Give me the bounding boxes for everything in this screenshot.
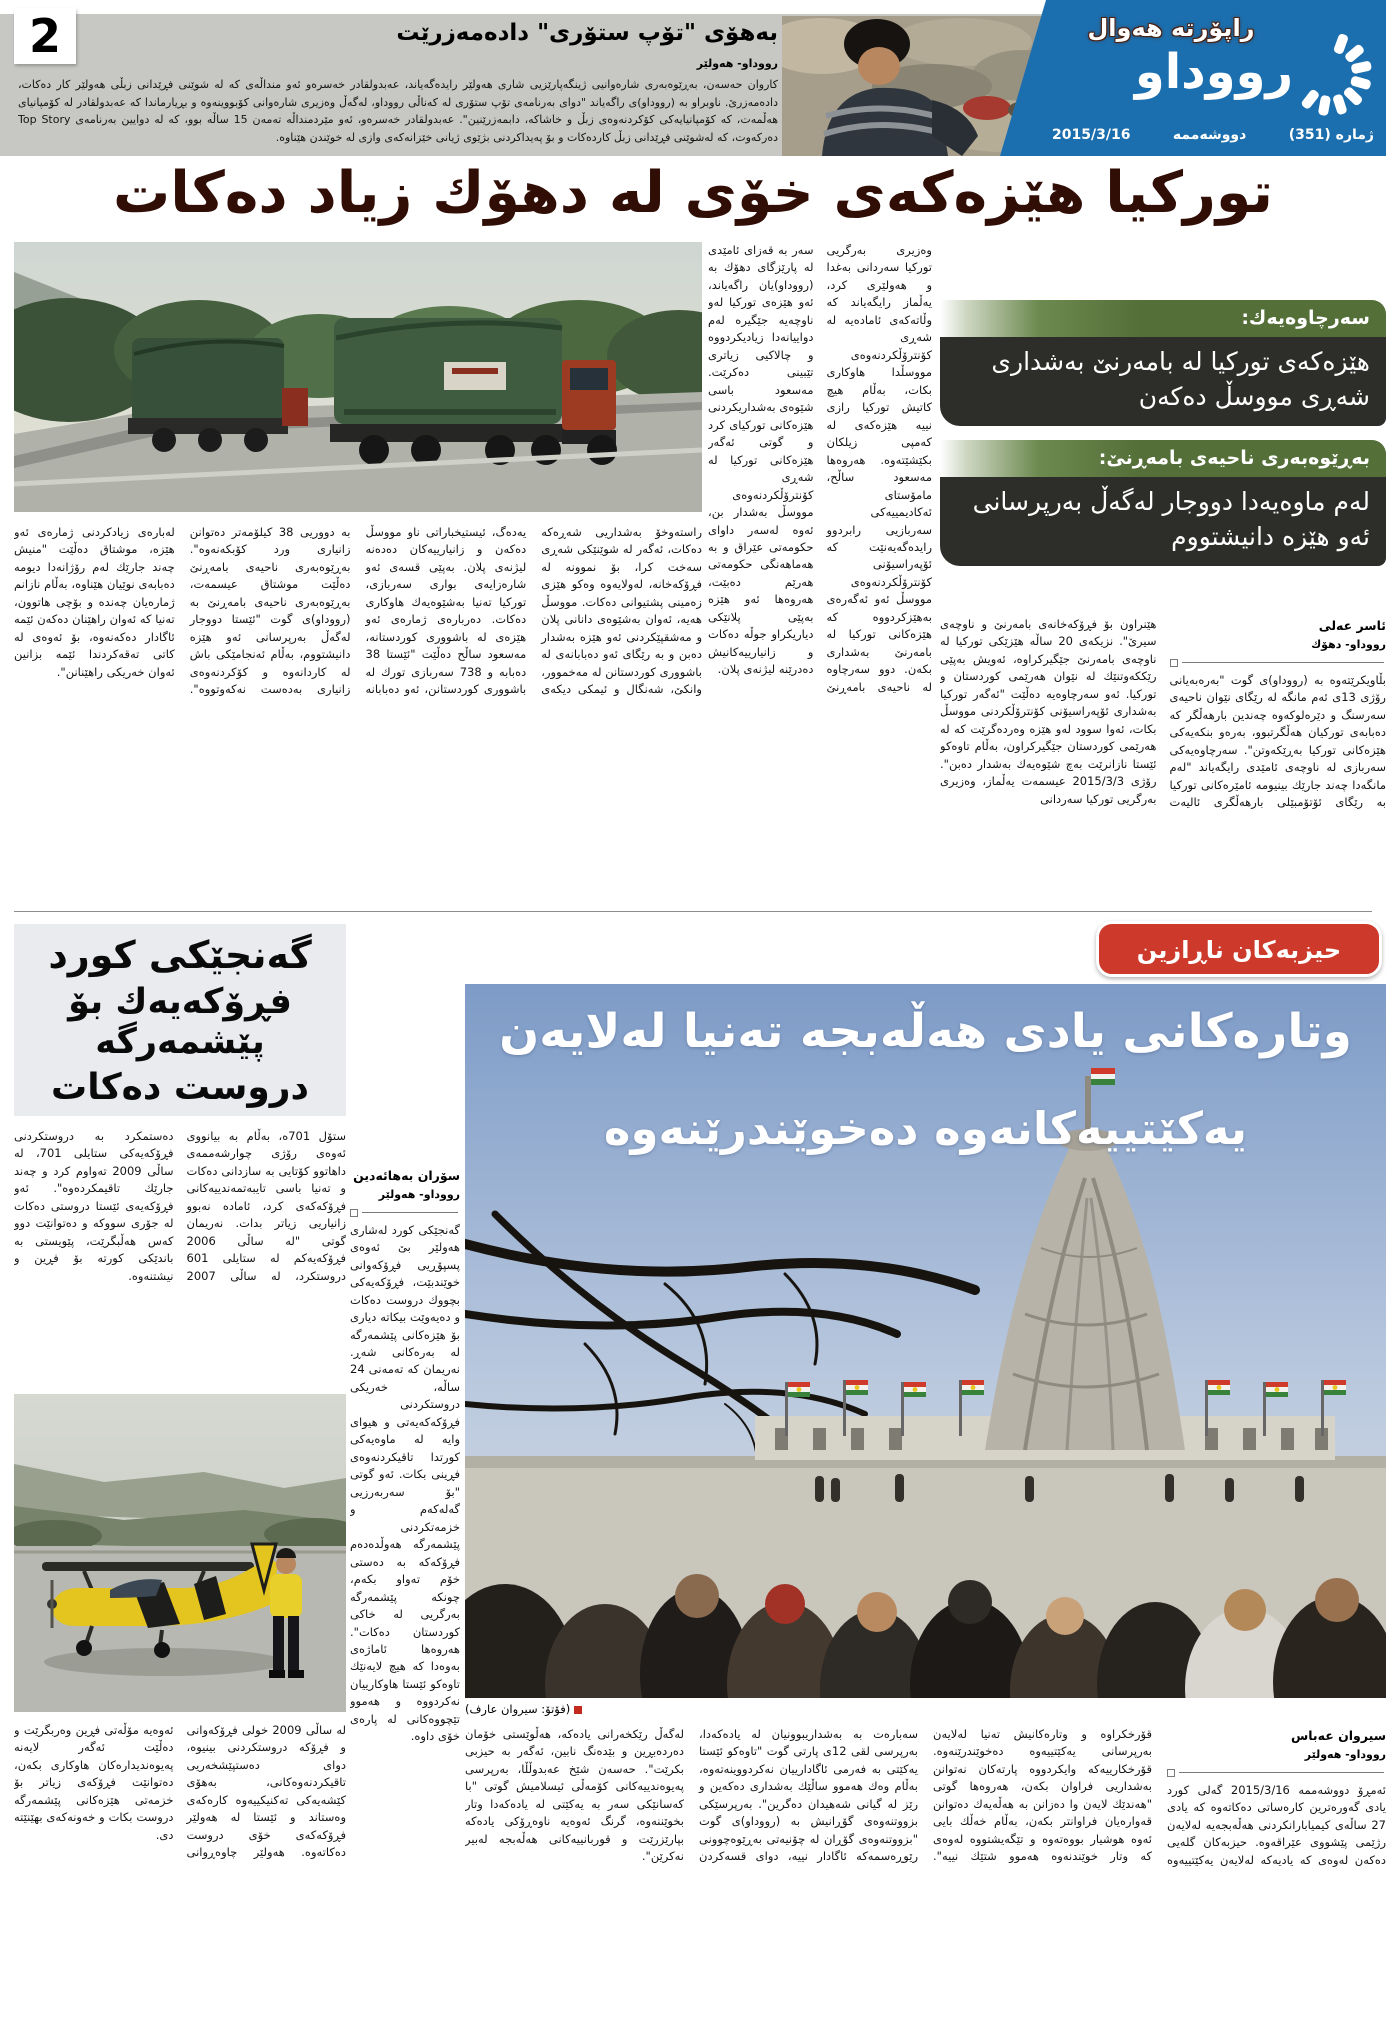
article-plane-column-text: گه‌نجێكی كورد له‌شاری هه‌ولێر بێ ئه‌وه‌ی پسپۆڕیی فڕۆكه‌وانی خوێندبێت، فڕۆكه‌یه‌كی بچووك دروست ده‌كات و ده‌یه‌وێت بیكاته‌ دیاری بۆ هێزه‌كانی پێشمه‌رگه‌ له‌ به‌ره‌كانی شه‌ڕ. نه‌ریمان كه‌ ته‌مه‌نی 24 ساڵه‌، خه‌ریكی دروستكردنی فڕۆكه‌كه‌یه‌تی و هیوای وایه‌ له‌ ماوه‌یه‌كی كورتدا تاقیكردنه‌وه‌ی فڕینی بكات. ئه‌و گوتی "بۆ سه‌ربه‌رزیی گه‌له‌كه‌م و خزمه‌تكردنی پێشمه‌رگه‌ هه‌وڵده‌ده‌م فڕۆكه‌كه‌ به‌ ده‌ستی خۆم ته‌واو بكه‌م، چونكه‌ پێشمه‌رگه‌ به‌رگریی له‌ خاكی كوردستان ده‌كات". هه‌روه‌ها ئاماژه‌ی به‌وه‌دا كه‌ هیچ لایه‌نێك تاوه‌كو ئێستا هاوكارییان نه‌كردووه‌ و هه‌موو تێچووه‌كانی له‌ پاره‌ی خۆی داوه‌. bbox=[350, 1222, 460, 1744]
quote-box-director-label: به‌ڕێوه‌به‌ری ناحیه‌ی بامه‌ڕنێ: bbox=[940, 440, 1386, 477]
quote-box-source-label: سه‌رچاوه‌یه‌ك: bbox=[940, 300, 1386, 337]
photo-caption bbox=[465, 1702, 845, 1716]
page-number: 2 bbox=[14, 8, 76, 64]
quote-box-director-text: له‌م ماوه‌یه‌دا دووجار له‌گه‌ڵ به‌رپرسانی ئه‌و هێزه‌ دانیشتووم bbox=[940, 477, 1386, 566]
byline-divider bbox=[1179, 1772, 1384, 1773]
section-divider bbox=[14, 911, 1372, 912]
topstory-body: كاروان حه‌سه‌ن، به‌ڕێوه‌به‌ری شاره‌وانیی ژینگه‌پارێزیی شاری هه‌ولێر رایده‌گه‌یاند، عه‌بدولقادر خه‌سره‌و ئه‌و منداڵه‌ی كه‌ له‌ شوێنی فڕێدانی زبڵی هه‌ولێر كار ده‌كات، داده‌مه‌زرێ. ناوبراو به‌ (رووداو)ی راگه‌یاند "دوای به‌رنامه‌ی تۆپ ستۆری له‌ كه‌ناڵی رووداو، له‌گه‌ڵ وه‌زیری شاره‌وانی كۆبووینه‌وه‌ و بڕیارماندا كه‌ عه‌بدولقادر له‌ كۆمپانیای هه‌ڵمه‌ت، كه‌ كۆمپانیایه‌كی كۆكردنه‌وه‌ی زبڵ و خاشاكه‌، دابمه‌زرێنین". عه‌بدولقادر خه‌سره‌و، ئه‌و مێردمنداڵه‌ ته‌مه‌ن 15 ساڵه‌ بوو، كه‌ له‌ دوایین به‌رنامه‌ی Top Story ده‌ركه‌وت، كه‌ له‌شوێنی فڕێدانی زبڵ كارده‌كات و بۆ په‌یداكردنی بژێوی ژیانی خێزانه‌كه‌ی وازی له‌ خوێندن هێناوه‌. bbox=[18, 78, 778, 144]
issue-date: 2015/3/16 bbox=[1052, 127, 1131, 143]
photo-halabja-monument bbox=[465, 984, 1386, 1698]
article-plane-headline-line1: گه‌نجێكی كورد bbox=[48, 932, 312, 977]
byline-divider bbox=[1182, 662, 1385, 663]
rudaw-logo-wordmark: رووداو bbox=[1134, 44, 1294, 100]
quote-box-source-text: هێزه‌كه‌ی توركیا له‌ بامه‌رنێ به‌شداری شه‌ڕی مووسڵ ده‌كه‌ن bbox=[940, 337, 1386, 426]
article-turkey-sidebar-text: بڵاویكرێته‌وه‌ به‌ (رووداو)ی گوت "به‌ره‌به‌یانی رۆژی 13ی ئه‌م مانگه‌ له‌ رێگای نێوان ناحیه‌ی سه‌رسنگ و دێره‌لوكه‌وه‌ چه‌ندین بارهه‌ڵگر كه‌ ده‌بابه‌ی توركیان هه‌ڵگرتبوو، به‌ره‌و بنكه‌یه‌كی هێزه‌كانی توركیا به‌ڕێكه‌وتن". سه‌رچاوه‌یه‌كی سه‌ربازی له‌ ناوچه‌ی ئامێدی رایگه‌یاند "له‌م مانگه‌دا چه‌ند جارێك بینیومه‌ ئامێره‌كانی توركیا به‌ رێگای ئۆتۆمبێلی بارهه‌ڵگری ئالیه‌ت هێنراون بۆ فڕۆكه‌خانه‌ی بامه‌رنێ و ناوچه‌ی سیرێ". نزیكه‌ی 20 ساڵه‌ هێزێكی توركیا له‌ ناوچه‌ی بامه‌رنێ جێگیركراوه‌، ئه‌ویش به‌پێی رێككه‌وتنێك له‌ نێوان هه‌رێمی كوردستان و توركیا. ئه‌و سه‌رچاوه‌یه‌ ده‌ڵێت "ئه‌گه‌ر توركیا به‌شداری ئۆپه‌راسیۆنی كۆنترۆڵكردنی مووسڵ بكات، ئه‌وا سوود له‌و هێزه‌ وه‌رده‌گرێت كه‌ له‌ هه‌رێمی كوردستان جێگیركراون، به‌ڵام تاوه‌كو ئێستا نازانرێت به‌چ شێوه‌یه‌ك به‌شدار ده‌بن". رۆژی 2015/3/3 عیسمه‌ت یه‌ڵماز، وه‌زیری به‌رگریی توركیا سه‌ردانی bbox=[940, 617, 1386, 809]
article-turkey-sidebar-columns bbox=[940, 616, 1386, 906]
photo-turkish-military-convoy bbox=[14, 242, 702, 512]
issue-number: ژماره (351) bbox=[1288, 127, 1374, 143]
section-label: راپۆرته هه‌وال bbox=[1087, 14, 1255, 42]
masthead-date-row bbox=[1052, 127, 1374, 143]
article-turkey-byline-name: ئاسر عه‌لی bbox=[1318, 618, 1386, 633]
red-square-marker-icon bbox=[574, 1706, 582, 1714]
quote-box-source bbox=[940, 300, 1386, 426]
topstory-headline: به‌هۆی "تۆپ ستۆری" داده‌مه‌زرێت bbox=[396, 20, 778, 46]
article-plane-byline-name: سۆران به‌هائه‌دین bbox=[353, 1168, 460, 1183]
article-turkey-bottom-columns: راسته‌وخۆ به‌شداریی شه‌ڕه‌كه‌ ده‌كات، ئه‌گه‌ر له‌ شوێنێكی شه‌ڕی سه‌خت كرا، بۆ نموونه‌ له‌ فڕۆكه‌خانه‌، له‌ولایه‌وه‌ وه‌كو هێزی زه‌مینی پشتیوانی ده‌كات. مووسڵ هه‌یه‌، ئه‌وان به‌شێوه‌ی دانانی پلان و مه‌شقپێكردنی ئه‌و هێزه‌ به‌شدار ده‌بن و به‌ رێگای ئه‌و ده‌بابانه‌ی له‌ باشووری كوردستانن له‌ مه‌خموور، وانكێ، شه‌نگال و ئیمكی دیكه‌ی یه‌ده‌گ، ئیستیخباراتی ناو مووسڵ ده‌كه‌ن و زانیارییه‌كان ده‌ده‌نه‌ لیژنه‌ی پلان. به‌پێی قسه‌ی ئه‌و شاره‌زایه‌ی بواری سه‌ربازی، توركیا ته‌نیا به‌شێوه‌یه‌ك هاوكاری ده‌كات. ده‌رباره‌ی ژماره‌ی ئه‌و هێزه‌ی له‌ باشووری كوردستانه‌، مه‌سعود ساڵح ده‌ڵێت "ئێستا 38 ده‌بابه‌ و 738 سه‌ربازی تورك له‌ باشووری كوردستانن، ئه‌و ده‌بابانه‌ به‌ دووریی 38 كیلۆمه‌تر ده‌توانن زانیاری ورد كۆبكه‌نه‌وه‌". به‌ڕێوه‌به‌ری ناحیه‌ی بامه‌ڕنێ ده‌ڵێت موشتاق عیسمه‌ت، به‌ڕێوه‌به‌ری ناحیه‌ی بامه‌ڕنێ به‌ (رووداو)ی گوت "ئێستا دووجار له‌گه‌ڵ به‌رپرسانی ئه‌و هێزه‌ دانیشتووم، به‌ڵام ئه‌نجامێكی باش له‌ كاردانه‌وه‌ و كۆكردنه‌وه‌ی زانیاری به‌ده‌ست نه‌كه‌وتووه‌". له‌باره‌ی زیادكردنی ژماره‌ی ئه‌و هێزه‌، موشتاق ده‌ڵێت "منیش چه‌ند جارێك له‌م رۆژانه‌دا دیومه‌ ده‌بابه‌ی نوێیان هێناوه‌، به‌ڵام نازانم ژماره‌یان چه‌نده‌ و بۆچی هاتوون، ته‌نیا كه‌ ئه‌وان راهێنان ده‌كه‌ن ئێمه‌ ئاگادار ده‌كه‌نه‌وه‌، بۆ ئه‌وه‌ی له‌ كاتی ته‌قه‌كردندا ئێمه‌ بزانین ئه‌وان خه‌ریكی راهێنانن". bbox=[14, 525, 702, 697]
article-halabja-kicker-tab: حیزبه‌كان ناڕازین bbox=[1096, 921, 1382, 977]
topstory-byline: رووداو- هه‌ولێر bbox=[696, 57, 778, 70]
article-plane-lower-columns: له‌ ساڵی 2009 خولی فڕۆكه‌وانی و فڕۆكه‌ دروستكردنی بینیوه‌، دوای ده‌ستپێشخه‌ریی تاقیكردنه‌وه‌كانی، به‌هۆی كێشه‌یه‌كی ته‌كنیكییه‌وه‌ كاره‌كه‌ی وه‌ستاند و ئێستا له‌ هه‌ولێر فڕۆكه‌كه‌ی خۆی دروست ده‌كاته‌وه‌. هه‌ولێر چاوه‌ڕوانی ئه‌وه‌یه‌ مۆڵه‌تی فڕین وه‌ربگرێت و ده‌ڵێت ئه‌گه‌ر لایه‌نه‌ په‌یوه‌ندیداره‌كان هاوكاری بكه‌ن، ده‌توانێت فڕۆكه‌ی زیاتر بۆ خزمه‌تی هێزه‌كانی پێشمه‌رگه‌ دروست بكات و خه‌ونه‌كه‌ی بهێنێته‌ دی. bbox=[14, 1723, 346, 1860]
article-halabja-byline-name: سیروان عه‌باس bbox=[1290, 1728, 1386, 1743]
article-halabja-body-text: ئه‌مڕۆ دووشه‌ممه‌ 2015/3/16 گه‌لی كورد یادی گه‌وره‌ترین كاره‌ساتی ده‌كاته‌وه‌ كه‌ یادی 27 ساڵه‌ی كیمیابارانكردنی هه‌ڵه‌بجه‌یه‌ له‌لایه‌ن رژێمی پێشووی عێراقه‌وه‌. حیزبه‌كان گله‌یی ده‌كه‌ن له‌وه‌ی كه‌ یادیه‌كه‌ له‌لایه‌ن یه‌كێتییه‌وه‌ قۆرخكراوه‌ و وتاره‌كانیش ته‌نیا له‌لایه‌ن به‌رپرسانی یه‌كێتییه‌وه‌ ده‌خوێندرێنه‌وه‌. قۆرخكارییه‌كه‌ وایكردووه‌ پارته‌كان نه‌توانن به‌شداریی فراوان بكه‌ن، هه‌روه‌ها گوتی "هه‌ندێك لایه‌ن وا ده‌زانن به‌ هه‌ڵه‌یه‌ك ده‌توانن قه‌واره‌یان فراوانتر بكه‌ن، به‌ڵام خه‌ڵك بایی ئه‌وه‌ هوشیار بووه‌ته‌وه‌ و تێگه‌یشتووه‌ له‌وه‌ی كه‌ وتار خوێندنه‌وه‌ هه‌موو شتێك نییه‌". سه‌باره‌ت به‌ به‌شداریبوونیان له‌ یاده‌كه‌دا، به‌رپرسی لقی 12ی پارتی گوت "تاوه‌كو ئێستا یه‌كێتی به‌ فه‌رمی ئاگادارییان نه‌كردووینه‌ته‌وه‌، به‌ڵام وه‌ك هه‌موو ساڵێك به‌شداری ده‌كه‌ین و رێز له‌ گیانی شه‌هیدان ده‌گرین". به‌رپرسێكی بزووتنه‌وه‌ی گۆڕانیش به‌ (رووداو)ی گوت "بزووتنه‌وه‌ی گۆڕان له‌ چۆنیه‌تی به‌ڕێوه‌چوونی رێوڕه‌سمه‌كه‌ ئاگادار نییه‌، دوای قسه‌كردن له‌گه‌ڵ رێكخه‌رانی یاده‌كه‌، هه‌ڵوێستی خۆمان ده‌رده‌بڕین و بێده‌نگ نابین، ئه‌گه‌ر به‌ حیزبی بكرێت". حه‌سه‌ن شێخ عه‌بدوڵڵا، به‌رپرسی په‌یوه‌ندییه‌كانی كۆمه‌ڵی ئیسلامیش گوتی "با كه‌سانێكی سه‌ر به‌ یه‌كێتی له‌ یاده‌كه‌دا وتار بخوێننه‌وه‌، گرنگ ئه‌وه‌یه‌ ناوه‌ڕۆكی یاده‌كه‌ بپارێزرێت و قوربانییه‌كانی هه‌ڵه‌بجه‌ له‌بیر نه‌كرێن". bbox=[465, 1727, 1386, 1867]
article-plane-byline-column bbox=[350, 1166, 460, 2018]
photo-caption-text: (فۆتۆ: سیروان عارف) bbox=[465, 1702, 571, 1716]
article-halabja-headline-line2: یه‌كێتییه‌كانه‌وه‌ ده‌خوێندرێنه‌وه‌ bbox=[603, 1102, 1248, 1155]
article-plane-headline-line3: دروست ده‌كات bbox=[51, 1066, 309, 1108]
quote-box-director bbox=[940, 440, 1386, 566]
article-turkey-headline: توركیا هێزه‌كه‌ی خۆی له‌ دهۆك زیاد ده‌كات bbox=[112, 160, 1274, 226]
article-plane-upper-columns: ستۆل 701ه‌، به‌ڵام به‌ بیانووی ئه‌وه‌ی رۆژی چوارشه‌ممه‌ی داهاتوو كۆتایی به‌ سازدانی ده‌كات و ته‌نیا باسی تایبه‌تمه‌ندییه‌كانی فڕۆكه‌كه‌ی كرد، ئاماده‌ نه‌بوو زانیاریی زیاتر بدات. نه‌ریمان گوتی "له‌ ساڵی 2006 فڕۆكه‌یه‌كم له‌ ستایلی 601 دروستكرد، له‌ ساڵی 2007 ده‌ستمكرد به‌ دروستكردنی فڕۆكه‌یه‌كی ستایلی 701، له‌ ساڵی 2009 ته‌واوم كرد و چه‌ند جارێك تاقیمكرده‌وه‌". ئه‌و فڕۆكه‌یه‌ی ئێستا دروستی ده‌كات له‌ جۆری سووكه‌ و ده‌توانێت دوو كه‌س هه‌ڵبگرێت، پێویستی به‌ باندێكی كورته‌ بۆ فڕین و نیشتنه‌وه‌. bbox=[14, 1129, 346, 1283]
rudaw-sun-icon bbox=[1294, 22, 1380, 126]
article-halabja-headline-line1: وتاره‌كانی یادی هه‌ڵه‌بجه‌ ته‌نیا له‌لایه‌ن bbox=[499, 1004, 1352, 1059]
photo-boy-dump bbox=[782, 16, 1044, 156]
byline-divider bbox=[362, 1212, 458, 1213]
article-halabja-byline-agency: رووداو- هه‌ولێر bbox=[1304, 1748, 1386, 1761]
article-turkey-middle-columns: وه‌زیری به‌رگریی توركیا سه‌ردانی به‌غدا و هه‌ولێری كرد، یه‌ڵماز رایگه‌یاند كه‌ وڵاته‌كه‌ی ئاماده‌یه‌ له‌ شه‌ڕی كۆنترۆڵكردنه‌وه‌ی مووسڵدا هاوكاری بكات، به‌ڵام هیچ كاتیش توركیا رازی نییه‌ هێزه‌كه‌ی له‌ كه‌مپی زیلكان بكێشێته‌وه‌. هه‌روه‌ها مه‌سعود ساڵح، مامۆستای ئه‌كادیمییه‌كی سه‌ربازیی رابردوو رایده‌گه‌یه‌نێت كه‌ ئۆپه‌راسیۆنی كۆنترۆڵكردنه‌وه‌ی مووسڵ ئه‌و ئه‌گه‌ره‌ی به‌هێزكردووه‌ كه‌ هێزه‌كانی توركیا له‌ بامه‌رنێ به‌شداری بكه‌ن. دوو سه‌رچاوه‌ له‌ ناحیه‌ی بامه‌ڕنێ سه‌ر به‌ قه‌زای ئامێدی له‌ پارێزگای دهۆك به‌ (رووداو)یان راگه‌یاند، ئه‌و هێزه‌ی توركیا له‌و ناوچه‌یه‌ جێگیره‌ له‌م دواییانه‌دا زیادیكردووه‌ و چالاكیی زیاتری تێبینی ده‌كرێت. مه‌سعود باسی شێوه‌ی به‌شداریكردنی هێزه‌كانی توركیای كرد و گوتی ئه‌گه‌ر هێزه‌كانی توركیا له‌ شه‌ڕی كۆنترۆڵكردنه‌وه‌ی مووسڵ به‌شدار بن، ئه‌وه‌ له‌سه‌ر داوای حكومه‌تی عێراق و به‌ هه‌ماهه‌نگی حكومه‌تی هه‌رێم ده‌بێت، هه‌روه‌ها ئه‌و هێزه‌ به‌پێی پلانێكی دیاریكراو جوڵه‌ ده‌كات و زانیارییه‌كانیش ده‌درێنه‌ لیژنه‌ی پلان. bbox=[708, 243, 932, 694]
photo-man-with-plane bbox=[14, 1394, 346, 1712]
article-plane-headline-line2: فڕۆكه‌یه‌ك بۆ پێشمه‌رگه‌ bbox=[68, 981, 292, 1062]
article-plane-headline-box bbox=[14, 924, 346, 1116]
day-of-week: دووشه‌ممه bbox=[1172, 127, 1247, 143]
article-plane-byline-agency: رووداو- هه‌ولێر bbox=[378, 1188, 460, 1201]
article-halabja-bottom-columns bbox=[465, 1726, 1386, 2018]
article-turkey-byline-agency: رووداو- دهۆك bbox=[1311, 638, 1386, 651]
